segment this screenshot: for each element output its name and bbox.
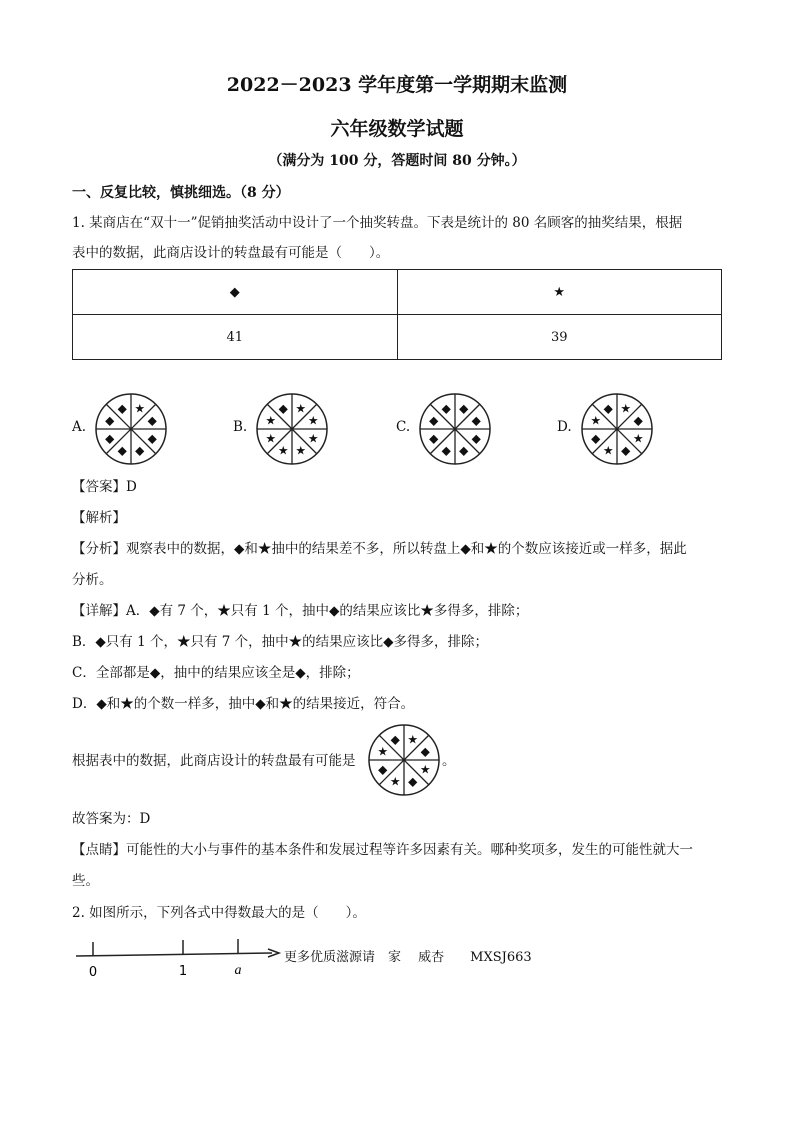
- star-icon: ★: [407, 732, 419, 747]
- label-0: 0: [88, 965, 98, 980]
- star-icon: ★: [389, 774, 401, 789]
- exam-subtitle: 六年级数学试题: [330, 118, 464, 140]
- detail-b: B．◆只有 1 个，★只有 7 个，抽中★的结果应该比◆多得多，排除；: [72, 634, 489, 650]
- analysis-tag: 【解析】: [72, 510, 126, 526]
- fenxi-line1: 【分析】观察表中的数据，◆和★抽中的结果差不多，所以转盘上◆和★的个数应该接近或一样多，据此: [72, 541, 687, 557]
- diamond-icon: ◆: [105, 431, 115, 446]
- diamond-icon: ◆: [135, 443, 145, 458]
- diamond-icon: ◆: [378, 762, 388, 777]
- star-icon: ★: [265, 413, 277, 428]
- diamond-icon: ◆: [429, 431, 439, 446]
- detail-a: 【详解】A．◆有 7 个，★只有 1 个，抽中◆的结果应该比★多得多，排除；: [72, 603, 529, 619]
- diamond-icon: ◆: [117, 443, 127, 458]
- star-icon: ★: [620, 401, 632, 416]
- diamond-icon: ◆: [408, 774, 418, 789]
- diamond-icon: ◆: [459, 401, 469, 416]
- answer-line: [72, 475, 137, 495]
- star-icon: ★: [295, 443, 307, 458]
- diamond-icon: ◆: [471, 413, 481, 428]
- diamond-icon: ◆: [147, 431, 157, 446]
- label-a: a: [234, 963, 242, 978]
- diamond-icon: ◆: [429, 413, 439, 428]
- table-header-star: ★: [397, 270, 722, 315]
- q2-stem: 2. 如图所示，下列各式中得数最大的是（ ）。: [72, 905, 366, 921]
- star-icon: ★: [602, 443, 614, 458]
- diamond-icon: ◆: [441, 401, 451, 416]
- star-icon: ★: [632, 431, 644, 446]
- conclusion-pre: 根据表中的数据，此商店设计的转盘最有可能是: [72, 753, 356, 769]
- diamond-icon: ◆: [278, 401, 288, 416]
- table-value-diamond: 41: [73, 315, 398, 360]
- option-a-label: A.: [72, 419, 87, 435]
- diamond-icon: ◆: [147, 413, 157, 428]
- diamond-icon: ◆: [105, 413, 115, 428]
- detail-d: D．◆和★的个数一样多，抽中◆和★的结果接近，符合。: [72, 696, 415, 712]
- answer-tag: 【答案】: [72, 479, 126, 495]
- section-heading: 一、反复比较，慎挑细选。（8 分）: [72, 185, 290, 201]
- table-value-row: [73, 315, 722, 360]
- star-icon: ★: [377, 744, 389, 759]
- option-c-label: C.: [396, 419, 411, 435]
- answer-value: D: [126, 479, 137, 495]
- star-icon: ★: [277, 443, 289, 458]
- star-icon: ★: [295, 401, 307, 416]
- diamond-icon: ◆: [633, 413, 643, 428]
- diamond-icon: ◆: [591, 431, 601, 446]
- diamond-icon: ◆: [621, 443, 631, 458]
- dianjing-line2: 些。: [72, 873, 99, 889]
- star-icon: ★: [307, 431, 319, 446]
- q1-stem-line1: 1. 某商店在“双十一”促销抽奖活动中设计了一个抽奖转盘。下表是统计的 80 名顾客的抽奖结果，根据: [72, 215, 683, 231]
- exam-note: （满分为 100 分，答题时间 80 分钟。）: [268, 153, 526, 169]
- option-b-label: B.: [233, 419, 248, 435]
- diamond-icon: ◆: [459, 443, 469, 458]
- diamond-icon: ◆: [117, 401, 127, 416]
- number-line-axis: [76, 953, 272, 956]
- option-d-label: D.: [557, 419, 572, 435]
- label-1: 1: [178, 964, 188, 979]
- final-answer: 故答案为：D: [72, 811, 151, 827]
- watermark-text: 更多优质滋源请 家 威杏 MXSJ663: [284, 950, 532, 965]
- diamond-icon: ◆: [420, 744, 430, 759]
- exam-title: 2022－2023 学年度第一学期期末监测: [226, 74, 568, 96]
- option-a-wheel[interactable]: [94, 392, 168, 466]
- diamond-icon: ◆: [603, 401, 613, 416]
- star-icon: ★: [419, 762, 431, 777]
- table-header-row: [73, 270, 722, 315]
- table-value-star: 39: [397, 315, 722, 360]
- option-b-wheel[interactable]: [255, 392, 329, 466]
- table-header-diamond: ◆: [73, 270, 398, 315]
- diamond-icon: ◆: [390, 732, 400, 747]
- star-icon: ★: [265, 431, 277, 446]
- conclusion-wheel: [367, 723, 441, 797]
- conclusion-post: 。: [442, 753, 456, 769]
- star-icon: ★: [307, 413, 319, 428]
- number-line: [72, 930, 287, 980]
- diamond-icon: ◆: [441, 443, 451, 458]
- option-c-wheel[interactable]: [418, 392, 492, 466]
- result-table: [72, 269, 722, 360]
- fenxi-line2: 分析。: [72, 572, 113, 588]
- dianjing-line1: 【点睛】可能性的大小与事件的基本条件和发展过程等许多因素有关。哪种奖项多，发生的可能性就大一: [72, 842, 693, 858]
- star-icon: ★: [134, 401, 146, 416]
- option-d-wheel[interactable]: [580, 392, 654, 466]
- diamond-icon: ◆: [471, 431, 481, 446]
- star-icon: ★: [590, 413, 602, 428]
- detail-c: C．全部都是◆，抽中的结果应该全是◆，排除；: [72, 665, 360, 681]
- q1-stem-line2: 表中的数据，此商店设计的转盘最有可能是（ ）。: [72, 245, 390, 261]
